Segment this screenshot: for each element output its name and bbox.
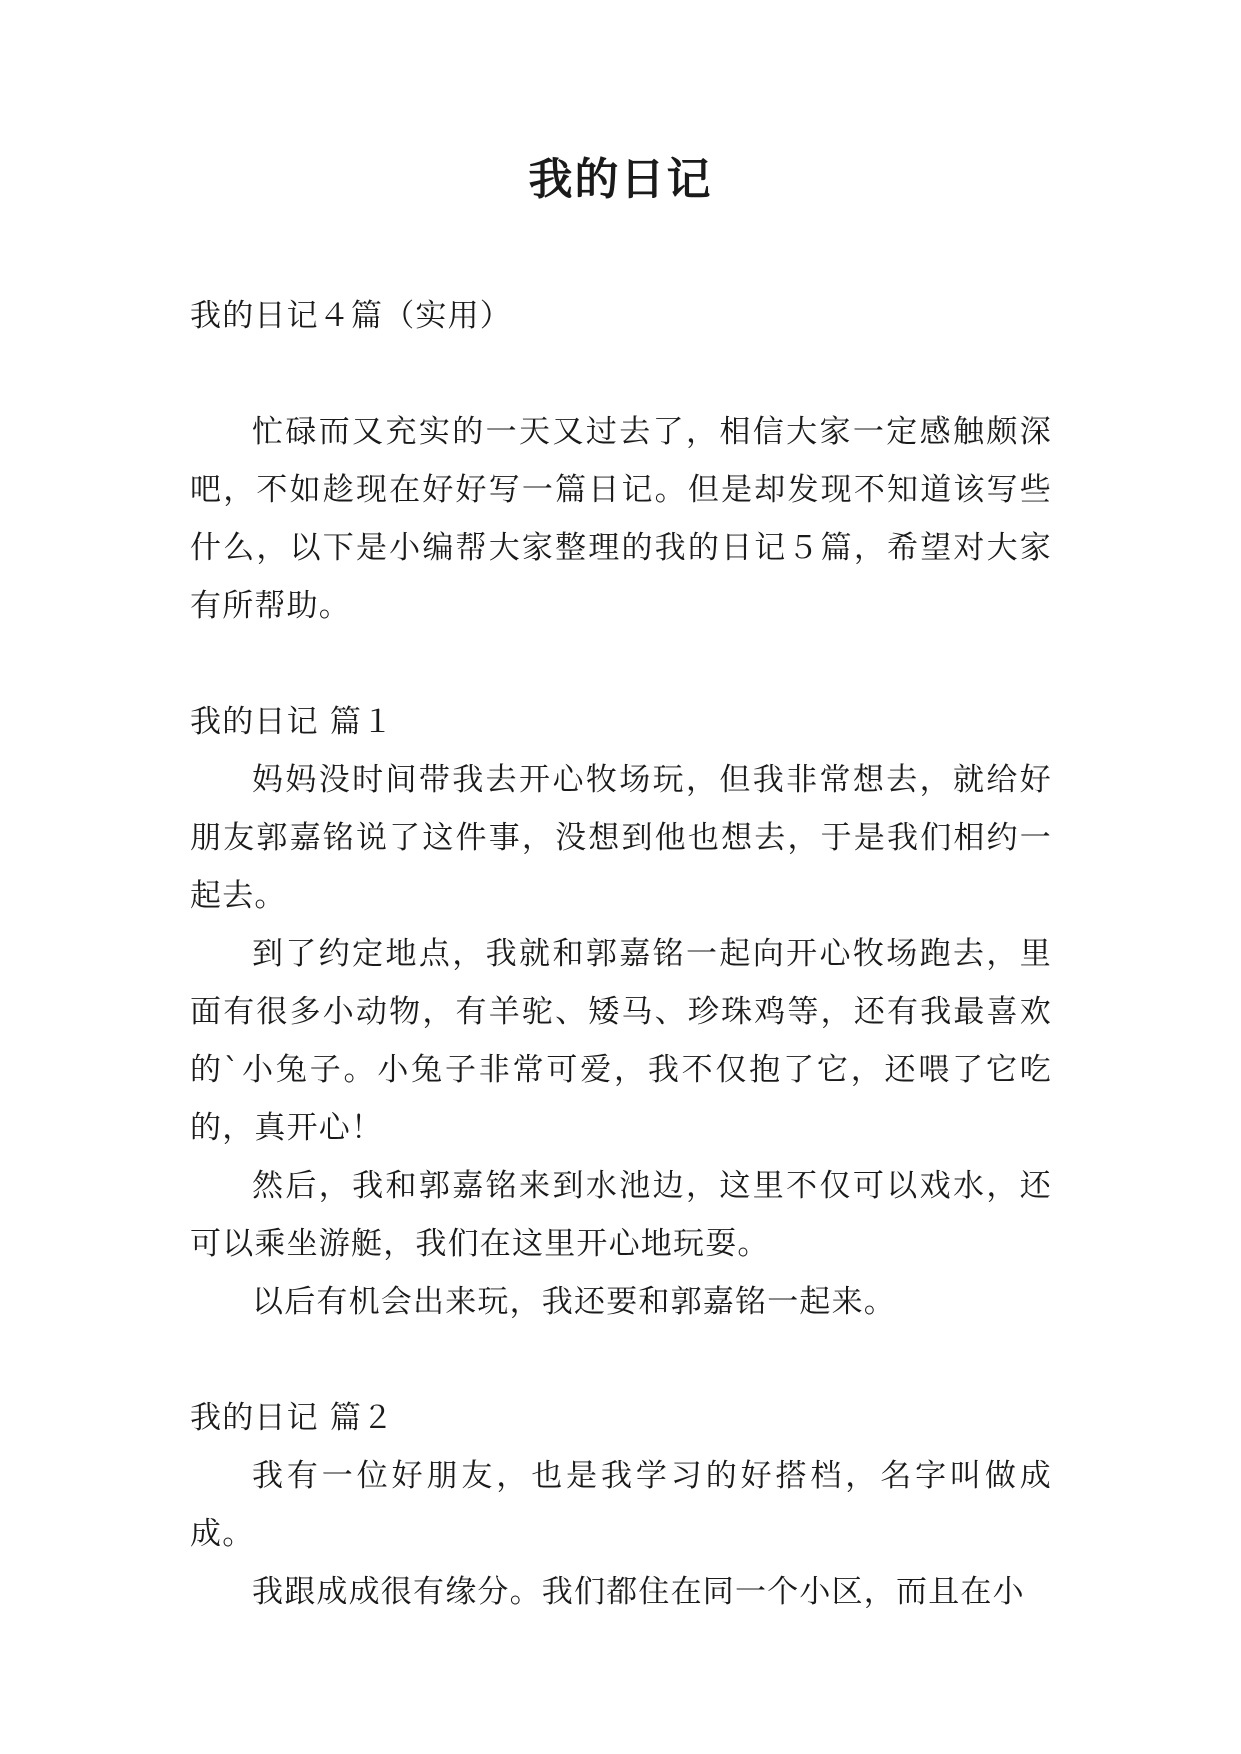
section-paragraph: 到了约定地点，我就和郭嘉铭一起向开心牧场跑去，里面有很多小动物，有羊驼、矮马、珍珠鸡等，还有我最喜欢的`小兔子。小兔子非常可爱，我不仅抱了它，还喂了它吃的，真开心！: [190, 936, 1052, 1146]
section-paragraph: 妈妈没时间带我去开心牧场玩，但我非常想去，就给好朋友郭嘉铭说了这件事，没想到他也想去，于是我们相约一起去。: [190, 762, 1052, 914]
document-body: [190, 287, 1052, 1621]
document-title: 我的日记: [528, 154, 713, 205]
intro-paragraph: 忙碌而又充实的一天又过去了，相信大家一定感触颇深吧，不如趁现在好好写一篇日记。但是却发现不知道该写些什么，以下是小编帮大家整理的我的日记５篇，希望对大家有所帮助。: [190, 414, 1052, 624]
document-subtitle: 我的日记４篇（实用）: [190, 298, 512, 334]
section-paragraph: 以后有机会出来玩，我还要和郭嘉铭一起来。: [252, 1284, 896, 1320]
section-heading: 我的日记 篇２: [190, 1400, 395, 1436]
section-paragraph: 我有一位好朋友，也是我学习的好搭档，名字叫做成成。: [190, 1458, 1052, 1552]
section-heading: 我的日记 篇１: [190, 704, 395, 740]
section-paragraph: 我跟成成很有缘分。我们都住在同一个小区，而且在小: [252, 1574, 1025, 1610]
section-paragraph: 然后，我和郭嘉铭来到水池边，这里不仅可以戏水，还可以乘坐游艇，我们在这里开心地玩耍。: [190, 1168, 1052, 1262]
